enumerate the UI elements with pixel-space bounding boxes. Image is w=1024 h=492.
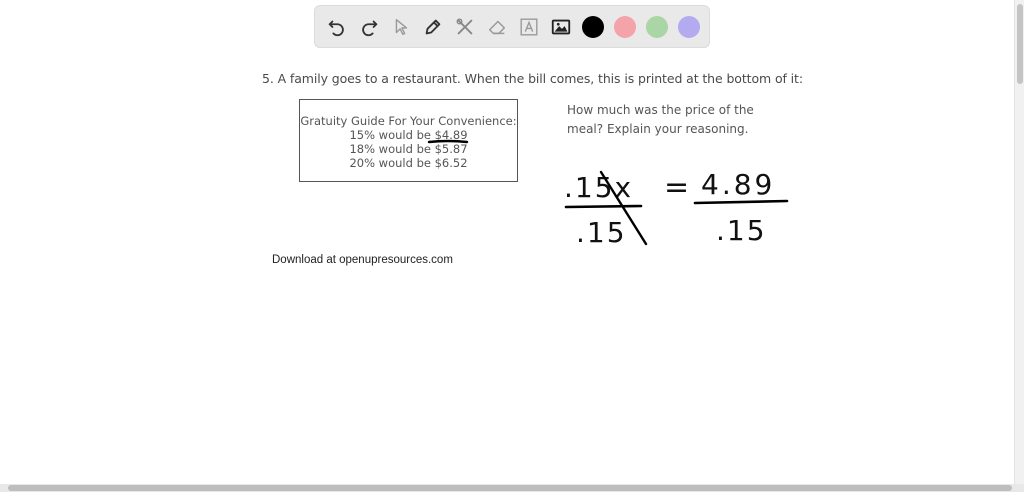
lhs-fraction-bar [566,206,641,207]
horizontal-scrollbar[interactable] [0,484,1024,492]
question-text: 5. A family goes to a restaurant. When the bill comes, this is printed at the bottom of it: [262,71,803,86]
eraser-icon[interactable] [485,15,509,39]
receipt-line-20: 20% would be $6.52 [349,156,468,170]
select-arrow-icon[interactable] [389,15,413,39]
lhs-denominator: .15 [576,216,627,249]
undo-icon[interactable] [325,15,349,39]
redo-icon[interactable] [357,15,381,39]
rhs-numerator: 4.89 [701,168,776,201]
drawing-toolbar [314,5,710,48]
vertical-scrollbar[interactable] [1014,0,1024,484]
color-swatch-black[interactable] [582,16,604,38]
receipt-line-18: 18% would be $5.87 [349,142,468,156]
vertical-scroll-thumb[interactable] [1017,4,1023,84]
text-box-icon[interactable] [517,15,541,39]
question-prompt: How much was the price of the meal? Explain your reasoning. [567,103,754,136]
equals-sign: = [664,170,690,205]
receipt-line-15: 15% would be $4.89 [349,128,468,142]
color-swatch-pink[interactable] [614,16,636,38]
image-icon[interactable] [549,15,573,39]
horizontal-scroll-thumb[interactable] [8,485,1012,491]
pen-icon[interactable] [421,15,445,39]
tools-icon[interactable] [453,15,477,39]
gratuity-receipt [299,99,518,182]
receipt-heading: Gratuity Guide For Your Convenience: [300,114,517,128]
cancel-slash [601,172,646,244]
rhs-denominator: .15 [716,214,767,247]
download-link[interactable]: Download at openupresources.com [272,254,453,266]
color-swatch-green[interactable] [646,16,668,38]
lhs-numerator: .15x [564,171,634,204]
color-swatch-purple[interactable] [678,16,700,38]
rhs-fraction-bar [695,201,787,203]
